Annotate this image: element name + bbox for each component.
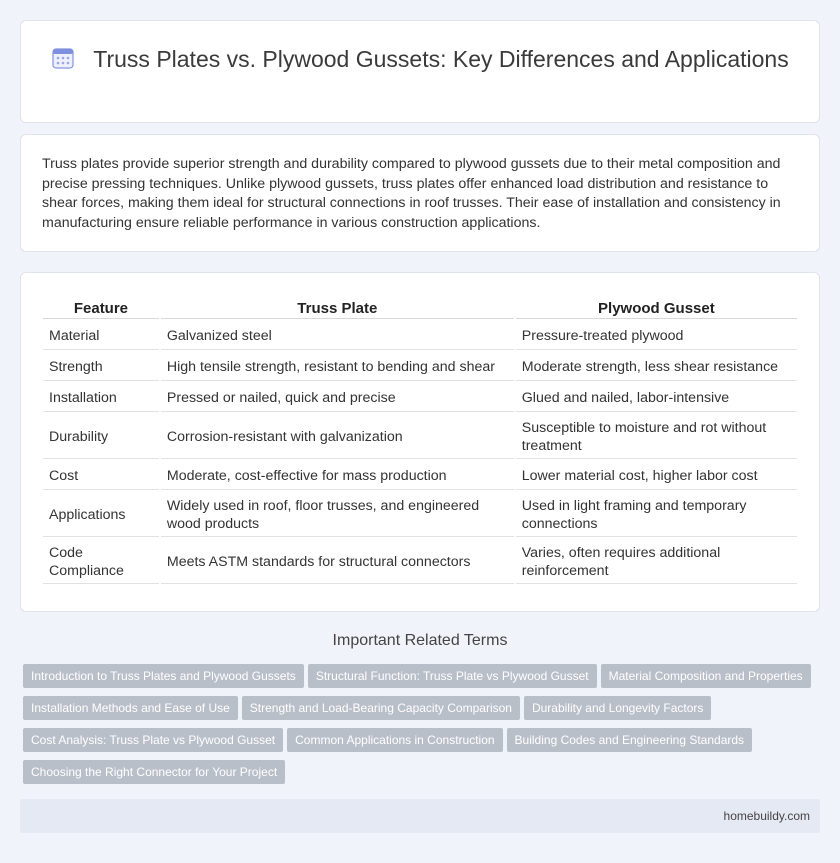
plywood-gusset-cell: Pressure-treated plywood <box>516 321 797 350</box>
header-feature: Feature <box>43 299 159 319</box>
table-row <box>43 461 797 490</box>
table-row <box>43 492 797 537</box>
related-term-tag[interactable]: Common Applications in Construction <box>287 728 502 752</box>
plywood-gusset-cell: Lower material cost, higher labor cost <box>516 461 797 490</box>
feature-cell: Installation <box>43 383 159 412</box>
related-terms-title: Important Related Terms <box>332 632 508 649</box>
truss-plate-cell: Corrosion-resistant with galvanization <box>161 414 514 459</box>
page-title-wrap <box>21 45 819 74</box>
table-header-row <box>43 299 797 319</box>
table-row <box>43 383 797 412</box>
related-term-tag[interactable]: Choosing the Right Connector for Your Project <box>23 760 285 784</box>
related-term-tag[interactable]: Introduction to Truss Plates and Plywood Gussets <box>23 664 304 688</box>
header-truss-plate: Truss Plate <box>161 299 514 319</box>
truss-plate-cell: High tensile strength, resistant to bending and shear <box>161 352 514 381</box>
plywood-gusset-cell: Moderate strength, less shear resistance <box>516 352 797 381</box>
truss-plate-cell: Meets ASTM standards for structural connectors <box>161 539 514 584</box>
plywood-gusset-cell: Used in light framing and temporary connections <box>516 492 797 537</box>
plywood-gusset-cell: Varies, often requires additional reinforcement <box>516 539 797 584</box>
intro-paragraph: Truss plates provide superior strength and durability compared to plywood gussets due to their metal composition and precise pressing techniques. Unlike plywood gussets, truss plates offer enhanced load distribution and resistance to shear forces, making them ideal for structural connections in roof trusses. Their ease of installation and consistency in manufacturing ensure reliable performance in various construction applications. <box>42 156 781 231</box>
truss-plate-cell: Widely used in roof, floor trusses, and engineered wood products <box>161 492 514 537</box>
calendar-icon <box>51 46 75 70</box>
feature-cell: Strength <box>43 352 159 381</box>
comparison-table <box>41 297 799 586</box>
table-row <box>43 352 797 381</box>
page-title: Truss Plates vs. Plywood Gussets: Key Differences and Applications <box>93 46 789 72</box>
feature-cell: Durability <box>43 414 159 459</box>
feature-cell: Material <box>43 321 159 350</box>
feature-cell: Cost <box>43 461 159 490</box>
related-term-tag[interactable]: Installation Methods and Ease of Use <box>23 696 238 720</box>
feature-cell: Applications <box>43 492 159 537</box>
related-term-tag[interactable]: Strength and Load-Bearing Capacity Comparison <box>242 696 520 720</box>
related-term-tag[interactable]: Building Codes and Engineering Standards <box>507 728 753 752</box>
title-card <box>20 20 820 123</box>
table-row <box>43 539 797 584</box>
table-row <box>43 321 797 350</box>
header-plywood-gusset: Plywood Gusset <box>516 299 797 319</box>
truss-plate-cell: Galvanized steel <box>161 321 514 350</box>
truss-plate-cell: Moderate, cost-effective for mass production <box>161 461 514 490</box>
intro-card <box>20 134 820 252</box>
table-row <box>43 414 797 459</box>
plywood-gusset-cell: Glued and nailed, labor-intensive <box>516 383 797 412</box>
comparison-card <box>20 272 820 612</box>
plywood-gusset-cell: Susceptible to moisture and rot without treatment <box>516 414 797 459</box>
related-terms-tags <box>23 664 823 792</box>
related-term-tag[interactable]: Structural Function: Truss Plate vs Plywood Gusset <box>308 664 597 688</box>
truss-plate-cell: Pressed or nailed, quick and precise <box>161 383 514 412</box>
footer-site-link[interactable]: homebuildy.com <box>723 809 810 823</box>
feature-cell: Code Compliance <box>43 539 159 584</box>
related-term-tag[interactable]: Durability and Longevity Factors <box>524 696 711 720</box>
related-term-tag[interactable]: Material Composition and Properties <box>601 664 811 688</box>
related-term-tag[interactable]: Cost Analysis: Truss Plate vs Plywood Gusset <box>23 728 283 752</box>
footer <box>20 799 820 833</box>
